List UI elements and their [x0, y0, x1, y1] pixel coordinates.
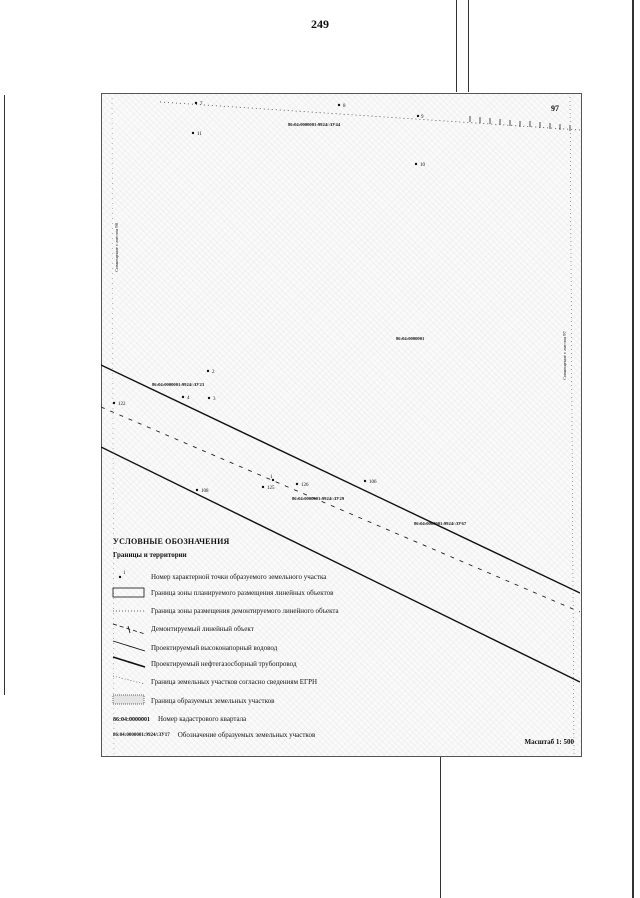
- legend-item: [113, 659, 297, 669]
- point-marker: [182, 396, 184, 398]
- parcel-label: 86:04:0000001:9924/:ЗУ23: [152, 382, 205, 387]
- legend-item-label: Номер характерной точки образуемого земельного участка: [151, 572, 327, 581]
- legend-item: [113, 677, 317, 687]
- legend-title: УСЛОВНЫЕ ОБОЗНАЧЕНИЯ: [113, 537, 230, 546]
- legend-item-label: Проектируемый нефтегазосборный трубопровод: [151, 659, 297, 668]
- point-label: 10: [420, 163, 425, 168]
- point-marker: [364, 480, 366, 482]
- legend-item-label: Граница образуемых земельных участков: [151, 696, 275, 705]
- point-label: 11: [197, 132, 202, 137]
- legend-subtitle: Границы и территории: [113, 551, 187, 559]
- legend-item: [113, 624, 254, 634]
- point-label: 7: [200, 102, 203, 107]
- legend: [113, 537, 413, 739]
- point-label: 8: [343, 104, 346, 109]
- point-label: 3: [213, 397, 216, 402]
- legend-item: [113, 588, 333, 598]
- parcel-label: 86:04:0000001:9924/:ЗУ67: [414, 521, 467, 526]
- page-number: 249: [311, 17, 329, 31]
- legend-item: [113, 696, 274, 706]
- legend-item-label: Демонтируемый линейный объект: [151, 624, 254, 633]
- legend-item: [113, 572, 326, 582]
- point-label: 106: [369, 480, 377, 485]
- quarter-label: 86:04:0000001: [396, 336, 425, 341]
- point-label: 9: [421, 115, 424, 120]
- point-marker: [207, 370, 209, 372]
- point-marker: [195, 102, 197, 104]
- legend-parcel-row: [113, 732, 315, 739]
- point-label: 122: [118, 402, 126, 407]
- legend-quarter-row: [113, 716, 246, 723]
- legend-parcel-desc: Обозначение образуемых земельных участков: [177, 731, 316, 739]
- point-marker: [338, 104, 340, 106]
- point-marker: [196, 489, 198, 491]
- parcel-boundary: [570, 93, 574, 755]
- point-label: 125: [267, 486, 275, 491]
- point-label: 126: [301, 483, 309, 488]
- dismantled-cross-marks: [470, 116, 570, 131]
- map-scale: Масштаб 1: 500: [524, 738, 574, 746]
- legend-quarter-desc: Номер кадастрового квартала: [158, 715, 247, 723]
- point-label: 2: [212, 370, 215, 375]
- legend-parcel-code: 86:04:0000001:9924/:ЗУ17: [113, 733, 170, 738]
- parcel-label: 86:04:0000001:9924/:ЗУ29: [292, 496, 345, 501]
- point-label: 4: [187, 396, 190, 401]
- parcel-label: 86:04:0000001:9924/:ЗУ44: [288, 122, 341, 127]
- point-marker: [113, 402, 115, 404]
- point-label: 1: [270, 475, 273, 480]
- point-label: 108: [201, 489, 209, 494]
- parcel-boundary: [160, 102, 580, 130]
- legend-item-label: Граница зоны планируемого размещения линейных объектов: [151, 588, 334, 597]
- legend-item-label: Граница зоны размещения демонтируемого линейного объекта: [151, 606, 339, 615]
- point-marker: [296, 483, 298, 485]
- point-marker: [192, 132, 194, 134]
- legend-item-label: Граница земельных участков согласно сведениям ЕГРН: [151, 677, 318, 686]
- legend-item-label: Проектируемый высоконапорный водовод: [151, 643, 278, 652]
- sheet-combination-label: Совмещение с листом 98: [114, 223, 119, 272]
- point-marker: [262, 486, 264, 488]
- legend-quarter-code: 86:04:0000001: [113, 716, 150, 723]
- point-marker: [415, 163, 417, 165]
- parcel-boundary: [112, 93, 114, 755]
- point-marker: [417, 115, 419, 117]
- legend-item: [113, 643, 277, 653]
- point-marker: [208, 397, 210, 399]
- sheet-number: 97: [551, 104, 559, 113]
- svg-text:1: 1: [123, 571, 126, 576]
- sheet-combination-label: Совмещение с листом 97: [562, 331, 567, 380]
- legend-item: [113, 606, 339, 616]
